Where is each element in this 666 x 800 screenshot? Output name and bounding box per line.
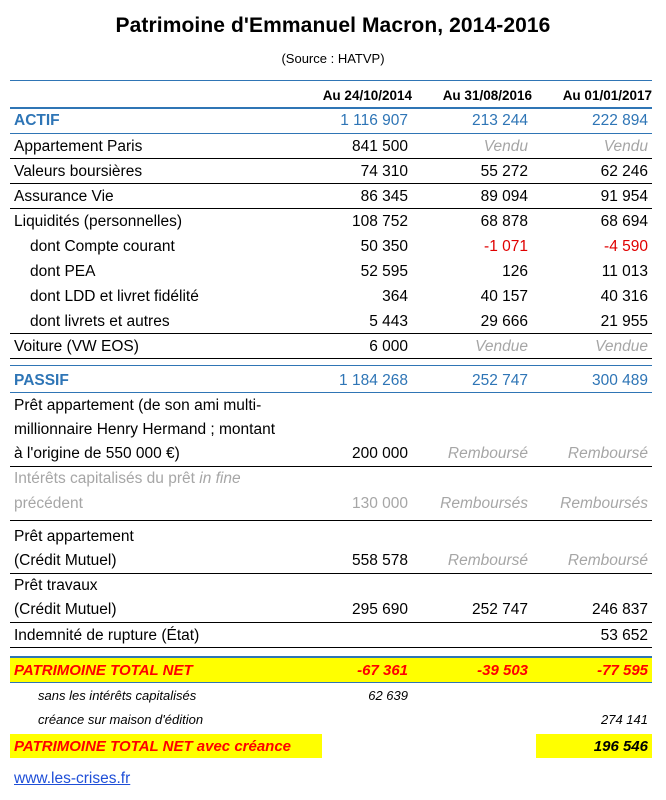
row-label: dont PEA	[30, 263, 96, 280]
row-value-1: 364	[382, 288, 408, 305]
row-label-line-2: millionnaire Henry Hermand ; montant	[14, 421, 276, 438]
row-value-3: Remboursé	[567, 552, 648, 569]
passif-value-3: 300 489	[591, 372, 648, 389]
row-value-1: 62 639	[368, 688, 408, 703]
row-value-3: 274 141	[601, 712, 648, 727]
header-col-2: Au 31/08/2016	[442, 88, 532, 103]
divider-passif-top	[10, 365, 652, 366]
row-value-2: Vendu	[483, 138, 528, 155]
row-label-line-2: précédent	[14, 495, 83, 512]
row-label: dont Compte courant	[30, 238, 175, 255]
divider-top	[10, 80, 652, 81]
row-value-3: 91 954	[600, 188, 648, 205]
row-label: Indemnité de rupture (État)	[14, 627, 200, 644]
row-value-2: Remboursé	[447, 552, 528, 569]
row-creance	[0, 708, 666, 733]
row-value-3: 21 955	[600, 313, 648, 330]
row-sans-interets	[0, 684, 666, 709]
row-label: dont LDD et livret fidélité	[30, 288, 199, 305]
passif-label: PASSIF	[14, 372, 69, 389]
passif-row	[0, 368, 666, 393]
row-label-line-1: Prêt appartement (de son ami multi-	[14, 397, 262, 414]
row-label: créance sur maison d'édition	[38, 712, 204, 727]
row-value-2: Remboursé	[447, 445, 528, 462]
row-value-3: Remboursé	[567, 445, 648, 462]
total-value-2: -39 503	[477, 662, 528, 679]
row-value-1: 841 500	[351, 138, 408, 155]
divider-passif	[10, 392, 652, 393]
actif-value-3: 222 894	[591, 112, 648, 129]
passif-value-1: 1 184 268	[339, 372, 408, 389]
divider-total-bottom	[10, 682, 652, 683]
row-appartement-paris	[0, 134, 666, 159]
header-col-1: Au 24/10/2014	[322, 88, 412, 103]
source-note: (Source : HATVP)	[281, 51, 385, 66]
row-value-3: 246 837	[591, 601, 648, 618]
row-label: Appartement Paris	[14, 138, 143, 155]
source-link[interactable]: www.les-crises.fr	[14, 770, 131, 787]
row-value-3: Vendue	[595, 338, 648, 355]
row-voiture	[0, 334, 666, 359]
total-creance-row	[0, 734, 666, 759]
row-label-italic: in fine	[199, 470, 241, 487]
row-value-1: 6 000	[369, 338, 408, 355]
row-value-1: 295 690	[351, 601, 408, 618]
total-row	[0, 658, 666, 683]
row-label-line-1: Prêt appartement	[14, 528, 134, 545]
row-label-line-2: (Crédit Mutuel)	[14, 552, 117, 569]
row-label-line-3: à l'origine de 550 000 €)	[14, 445, 180, 462]
page-title: Patrimoine d'Emmanuel Macron, 2014-2016	[115, 14, 551, 37]
row-label: sans les intérêts capitalisés	[38, 688, 197, 703]
row-label-line-1: Prêt travaux	[14, 577, 98, 594]
row-value-1: 52 595	[360, 263, 408, 280]
row-pea	[0, 259, 666, 284]
row-value-2: 126	[502, 263, 528, 280]
header-col-3: Au 01/01/2017	[562, 88, 652, 103]
row-label-text: Intérêts capitalisés du prêt	[14, 470, 200, 487]
actif-value-2: 213 244	[471, 112, 528, 129]
row-value-1: 200 000	[351, 445, 408, 462]
row-value-3: Remboursés	[560, 495, 648, 512]
divider	[10, 358, 652, 359]
row-value-2: -1 071	[484, 238, 528, 255]
row-label: Valeurs boursières	[14, 163, 143, 180]
row-value-3: Vendu	[603, 138, 648, 155]
row-ldd	[0, 284, 666, 309]
row-value-1: 558 578	[351, 552, 408, 569]
row-label: Liquidités (personnelles)	[14, 213, 183, 230]
row-value-1: 86 345	[360, 188, 408, 205]
row-value-1: 74 310	[360, 163, 408, 180]
total-creance-value: 196 546	[593, 738, 648, 755]
total-creance-label: PATRIMOINE TOTAL NET avec créance	[14, 738, 292, 755]
row-indemnite	[0, 623, 666, 648]
row-value-1: 5 443	[369, 313, 408, 330]
row-label: dont livrets et autres	[30, 313, 170, 330]
total-value-3: -77 595	[597, 662, 648, 679]
total-value-1: -67 361	[357, 662, 408, 679]
divider	[10, 647, 652, 648]
row-compte-courant	[0, 234, 666, 259]
row-value-1: 50 350	[360, 238, 408, 255]
row-valeurs-boursieres	[0, 159, 666, 184]
row-label-line-1	[14, 470, 241, 488]
row-value-3: -4 590	[604, 238, 648, 255]
actif-value-1: 1 116 907	[340, 112, 408, 129]
row-value-1: 130 000	[351, 495, 408, 512]
row-value-2: 29 666	[480, 313, 528, 330]
row-value-3: 11 013	[601, 263, 648, 280]
divider	[10, 573, 652, 574]
row-value-2: 252 747	[471, 601, 528, 618]
total-label: PATRIMOINE TOTAL NET	[14, 662, 193, 679]
row-value-1: 108 752	[351, 213, 408, 230]
row-value-2: 89 094	[480, 188, 528, 205]
row-label: Voiture (VW EOS)	[14, 338, 139, 355]
row-value-2: 40 157	[480, 288, 528, 305]
row-value-3: 40 316	[600, 288, 648, 305]
actif-label: ACTIF	[14, 112, 60, 129]
divider	[10, 466, 652, 467]
row-value-2: Remboursés	[440, 495, 528, 512]
row-value-2: Vendue	[475, 338, 528, 355]
row-value-3: 68 694	[600, 213, 648, 230]
row-label: Assurance Vie	[14, 188, 114, 205]
row-value-2: 68 878	[480, 213, 528, 230]
row-value-3: 62 246	[600, 163, 648, 180]
row-assurance-vie	[0, 184, 666, 209]
divider	[10, 520, 652, 521]
actif-row	[0, 108, 666, 133]
row-livrets	[0, 309, 666, 334]
row-label-line-2: (Crédit Mutuel)	[14, 601, 117, 618]
row-value-3: 53 652	[600, 627, 648, 644]
row-liquidites	[0, 209, 666, 234]
passif-value-2: 252 747	[471, 372, 528, 389]
row-value-2: 55 272	[480, 163, 528, 180]
